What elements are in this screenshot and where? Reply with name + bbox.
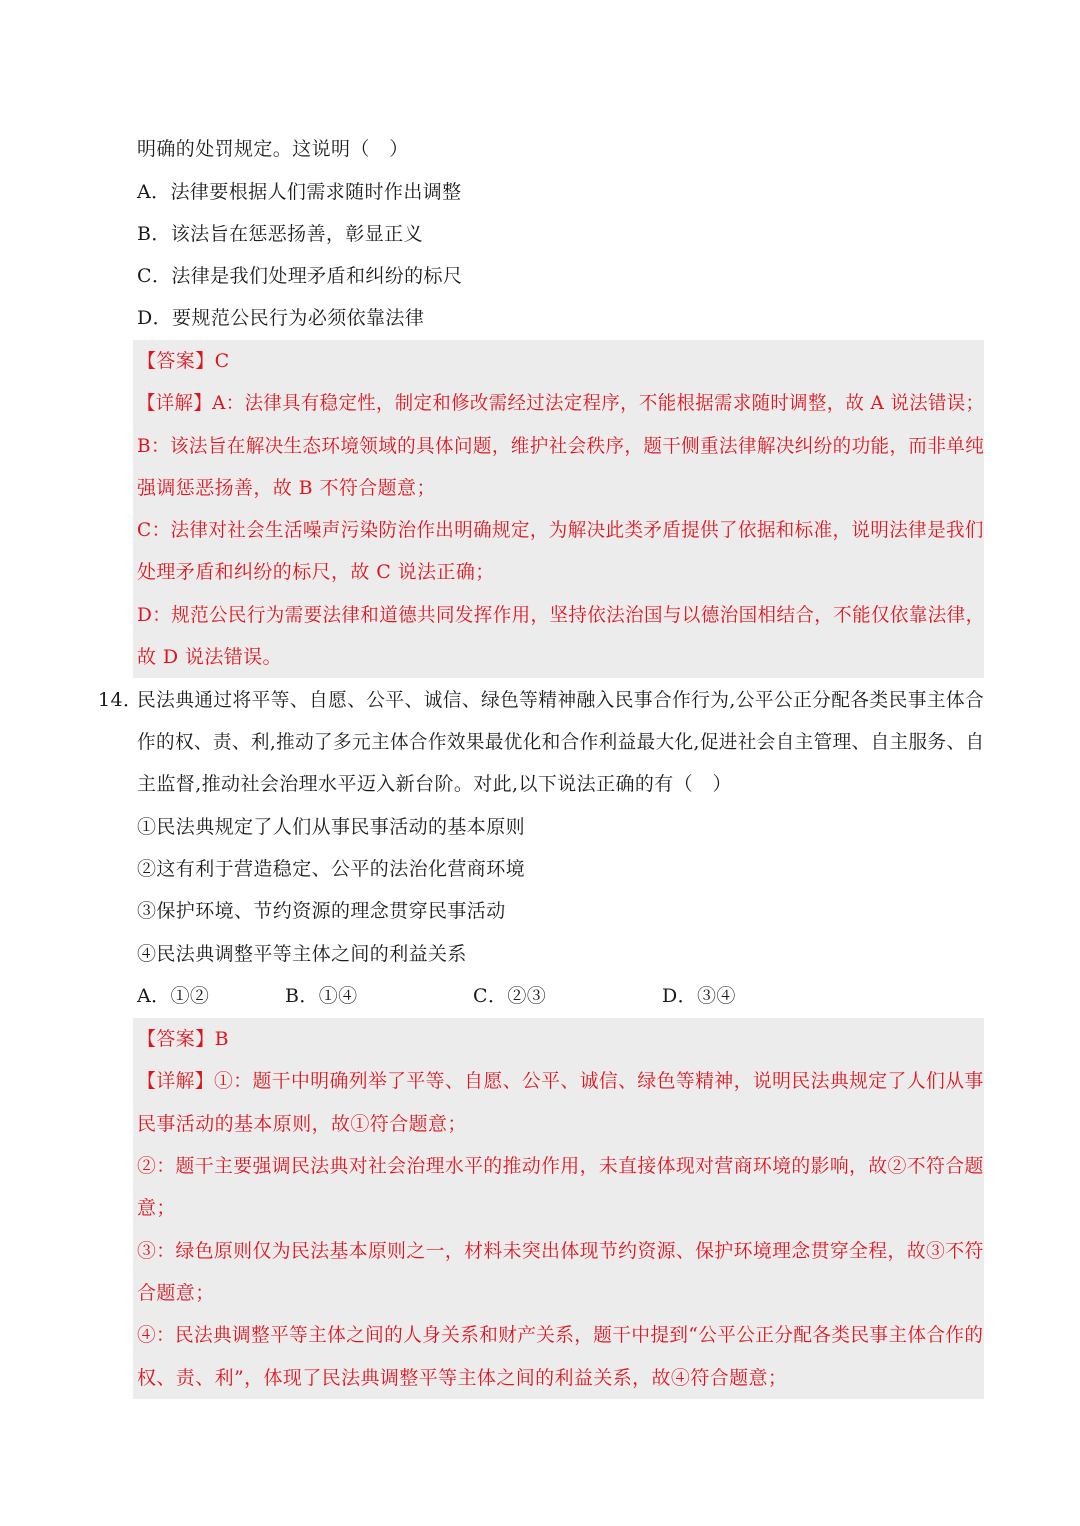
q14-statement-4: ④民法典调整平等主体之间的利益关系 — [137, 943, 467, 965]
q14-statement-3: ③保护环境、节约资源的理念贯穿民事活动 — [137, 900, 506, 922]
q14-statement-1: ①民法典规定了人们从事民事活动的基本原则 — [137, 816, 526, 838]
q13-explanation-line: D：规范公民行为需要法律和道德共同发挥作用，坚持依法治国与以德治国相结合，不能仅依靠法律， — [137, 604, 985, 626]
q14-option-a: A．①② — [137, 985, 210, 1007]
q14-option-d: D．③④ — [662, 985, 736, 1007]
q13-explanation-line: 强调惩恶扬善，故 B 不符合题意； — [137, 477, 436, 499]
q14-explanation-line: ④：民法典调整平等主体之间的人身关系和财产关系，题干中提到“公平公正分配各类民事主体合作的 — [137, 1324, 984, 1346]
q14-explanation-line: 合题意； — [137, 1282, 215, 1304]
q13-stem-tail: 明确的处罚规定。这说明（ ） — [137, 138, 409, 160]
q14-explanation-line: 权、责、利”，体现了民法典调整平等主体之间的利益关系，故④符合题意； — [137, 1367, 788, 1389]
q13-option-a: A．法律要根据人们需求随时作出调整 — [137, 181, 462, 203]
q14-number: 14． — [98, 689, 143, 711]
q13-option-d: D．要规范公民行为必须依靠法律 — [137, 307, 425, 329]
q13-explanation-line: 处理矛盾和纠纷的标尺，故 C 说法正确； — [137, 561, 495, 583]
q13-explanation-line: C：法律对社会生活噪声污染防治作出明确规定，为解决此类矛盾提供了依据和标准，说明法律是我们 — [137, 519, 984, 541]
q13-explanation-line: B：该法旨在解决生态环境领域的具体问题，维护社会秩序，题干侧重法律解决纠纷的功能，而非单纯 — [137, 435, 985, 457]
q13-option-b: B．该法旨在惩恶扬善，彰显正义 — [137, 223, 423, 245]
q14-stem-line: 民法典通过将平等、自愿、公平、诚信、绿色等精神融入民事合作行为,公平公正分配各类民事主体合 — [137, 689, 985, 711]
q13-explanation-line: 故 D 说法错误。 — [137, 646, 282, 668]
q13-answer: 【答案】C — [137, 350, 230, 372]
q13-explanation-line: 【详解】A：法律具有稳定性，制定和修改需经过法定程序，不能根据需求随时调整，故 A 说法错误； — [137, 392, 985, 414]
q14-explanation-line: 意； — [137, 1197, 176, 1219]
q14-statement-2: ②这有利于营造稳定、公平的法治化营商环境 — [137, 858, 526, 880]
q13-option-c: C．法律是我们处理矛盾和纠纷的标尺 — [137, 265, 463, 287]
q14-explanation-line: ③：绿色原则仅为民法基本原则之一，材料未突出体现节约资源、保护环境理念贯穿全程，故③不符 — [137, 1240, 984, 1262]
q14-explanation-line: ②：题干主要强调民法典对社会治理水平的推动作用，未直接体现对营商环境的影响，故②不符合题 — [137, 1155, 984, 1177]
q14-option-c: C．②③ — [473, 985, 547, 1007]
q14-explanation-line: 【详解】①：题干中明确列举了平等、自愿、公平、诚信、绿色等精神，说明民法典规定了人们从事 — [137, 1070, 984, 1092]
q14-stem-line: 主监督,推动社会治理水平迈入新台阶。对此,以下说法正确的有（ ） — [137, 773, 732, 795]
q14-stem-line: 作的权、责、利,推动了多元主体合作效果最优化和合作利益最大化,促进社会自主管理、自主服务、自 — [137, 731, 985, 753]
q14-answer: 【答案】B — [137, 1028, 229, 1050]
q14-option-b: B．①④ — [285, 985, 358, 1007]
q14-explanation-line: 民事活动的基本原则，故①符合题意； — [137, 1113, 467, 1135]
